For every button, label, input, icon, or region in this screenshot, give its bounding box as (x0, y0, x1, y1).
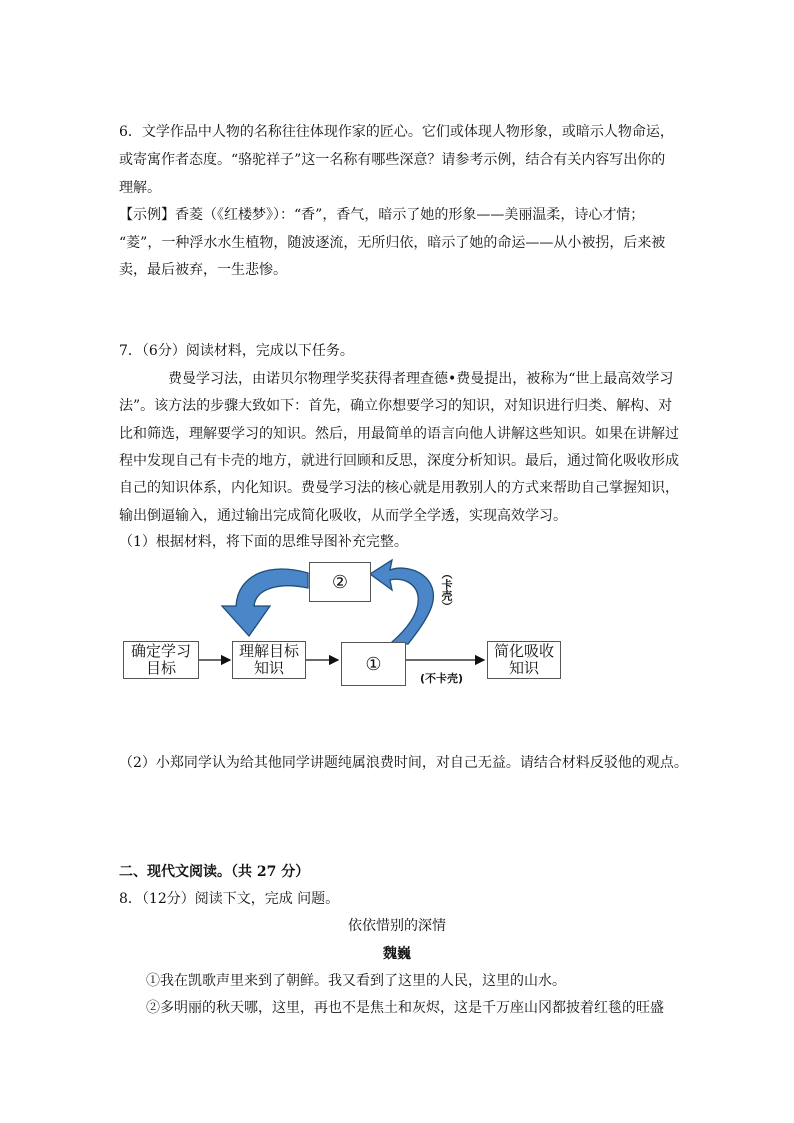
q7-sub2: （2）小郑同学认为给其他同学讲题纯属浪费时间，对自己无益。请结合材料反驳他的观点。 (119, 755, 688, 771)
q6-line-2: 或寄寓作者态度。“骆驼祥子”这一名称有哪些深意？请参考示例，结合有关内容写出你的 (119, 152, 666, 168)
q7-material-line-2: 法”。该方法的步骤大致如下：首先，确立你想要学习的知识，对知识进行归类、解构、对 (119, 398, 673, 414)
article-author: 魏巍 (383, 946, 411, 962)
box-understand-knowledge (232, 641, 306, 679)
article-paragraph-2: ②多明丽的秋天哪，这里，再也不是焦土和灰烬，这是千万座山冈都披着红毯的旺盛 (146, 1000, 664, 1016)
q7-sub1: （1）根据材料，将下面的思维导图补充完整。 (119, 534, 408, 550)
article-title: 依依惜别的深情 (348, 918, 446, 934)
label-not-stuck: (不卡壳) (420, 672, 464, 685)
q6-example-line-1: 【示例】香菱（《红楼梦》）：“香”，香气，暗示了她的形象——美丽温柔，诗心才情； (119, 207, 645, 223)
q8-header: 8．（12分）阅读下文，完成 问题。 (119, 891, 340, 907)
curved-arrow-blank1-to-blank2 (370, 560, 434, 644)
box-set-learning-goal-line-2: 目标 (145, 659, 176, 677)
label-stuck: （卡壳） (440, 568, 453, 612)
section-2-heading: 二、现代文阅读。（共 27 分） (119, 864, 310, 880)
q7-material-line-1: 费曼学习法，由诺贝尔物理学奖获得者理查德•费曼提出，被称为“世上最高效学习 (168, 371, 674, 387)
q7-material-line-6: 输出倒逼输入，通过输出完成简化吸收，从而学全学透，实现高效学习。 (119, 508, 567, 524)
article-paragraph-1: ①我在凯歌声里来到了朝鲜。我又看到了这里的人民，这里的山水。 (146, 973, 566, 989)
q7-material-line-4: 程中发现自己有卡壳的地方，就进行回顾和反思，深度分析知识。最后，通过简化吸收形成 (119, 453, 679, 469)
q6-line-1: 6．文学作品中人物的名称往往体现作家的匠心。它们或体现人物形象，或暗示人物命运， (119, 124, 674, 140)
box-set-learning-goal (123, 641, 199, 679)
q6-line-3: 理解。 (119, 180, 161, 196)
q7-header: 7．（6分）阅读材料，完成以下任务。 (119, 343, 354, 359)
box-simplify-knowledge-line-1: 简化吸收 (493, 642, 554, 660)
box-blank-1: ① (341, 642, 406, 686)
box-set-learning-goal-line-1: 确定学习 (130, 642, 191, 660)
q7-material-line-5: 自己的知识体系，内化知识。费曼学习法的核心就是用教别人的方式来帮助自己掌握知识， (119, 480, 679, 496)
q7-material-line-3: 比和筛选，理解要学习的知识。然后，用最简单的语言向他人讲解这些知识。如果在讲解过 (119, 426, 679, 442)
box-simplify-knowledge (487, 641, 561, 679)
box-understand-knowledge-line-2: 知识 (253, 659, 284, 677)
box-understand-knowledge-line-1: 理解目标 (238, 642, 299, 660)
curved-arrow-blank2-to-understand (222, 569, 308, 636)
box-simplify-knowledge-line-2: 知识 (508, 659, 539, 677)
box-blank-2: ② (309, 562, 371, 602)
q6-example-line-3: 卖，最后被弃，一生悲惨。 (119, 262, 287, 278)
q6-example-line-2: “菱”，一种浮水水生植物，随波逐流，无所归依，暗示了她的命运——从小被拐，后来被 (119, 235, 666, 251)
